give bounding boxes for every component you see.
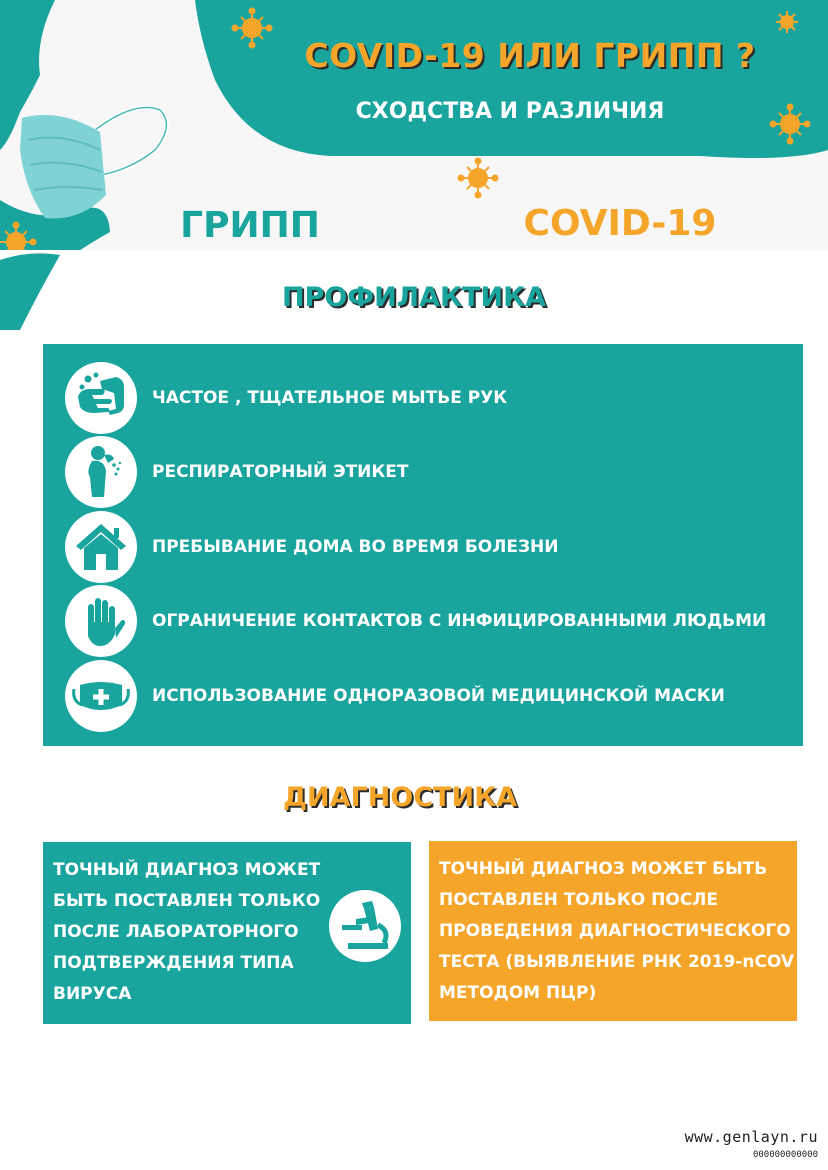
home-icon	[65, 511, 137, 583]
diag-covid-line: ТЕСТА (ВЫЯВЛЕНИЕ РНК 2019-nCOV	[439, 952, 795, 972]
list-item	[65, 585, 766, 657]
diag-flu-line: ТОЧНЫЙ ДИАГНОЗ МОЖЕТ	[53, 860, 321, 880]
list-item	[65, 660, 725, 732]
diag-flu-line: ПОДТВЕРЖДЕНИЯ ТИПА	[53, 953, 294, 973]
prevention-item-label: ПРЕБЫВАНИЕ ДОМА ВО ВРЕМЯ БОЛЕЗНИ	[152, 537, 559, 557]
prevention-item-label: ИСПОЛЬЗОВАНИЕ ОДНОРАЗОВОЙ МЕДИЦИНСКОЙ МАСКИ	[152, 686, 725, 706]
diag-covid-line: ПОСТАВЛЕН ТОЛЬКО ПОСЛЕ	[439, 890, 719, 910]
diagnostics-title: ДИАГНОСТИКА	[282, 782, 518, 813]
footer-site-link[interactable]: www.genlayn.ru	[684, 1128, 818, 1146]
list-item	[65, 436, 409, 508]
list-item	[65, 511, 559, 583]
prevention-item-label: РЕСПИРАТОРНЫЙ ЭТИКЕТ	[152, 462, 409, 482]
footer-code: 000000000000	[752, 1150, 818, 1160]
diag-covid-line: МЕТОДОМ ПЦР)	[439, 983, 597, 1003]
page-subtitle: СХОДСТВА И РАЗЛИЧИЯ	[355, 99, 665, 124]
hand-washing-icon	[65, 362, 137, 434]
stop-hand-icon	[65, 585, 137, 657]
prevention-panel	[43, 344, 803, 746]
medical-mask-icon	[65, 660, 137, 732]
cough-etiquette-icon	[65, 436, 137, 508]
prevention-title: ПРОФИЛАКТИКА	[281, 282, 547, 313]
prevention-item-label: ОГРАНИЧЕНИЕ КОНТАКТОВ С ИНФИЦИРОВАННЫМИ ЛЮДЬМИ	[152, 611, 767, 631]
diag-covid-line: ПРОВЕДЕНИЯ ДИАГНОСТИЧЕСКОГО	[439, 921, 791, 941]
microscope-icon	[329, 890, 401, 962]
prevention-item-label: ЧАСТОЕ , ТЩАТЕЛЬНОЕ МЫТЬЕ РУК	[152, 388, 508, 408]
list-item	[65, 362, 507, 434]
diag-covid-line: ТОЧНЫЙ ДИАГНОЗ МОЖЕТ БЫТЬ	[439, 859, 768, 879]
diag-flu-line: ПОСЛЕ ЛАБОРАТОРНОГО	[53, 922, 299, 942]
column-heading-flu: ГРИПП	[180, 205, 320, 246]
page-title: COVID-19 ИЛИ ГРИПП ?	[304, 36, 756, 75]
diag-flu-line: ВИРУСА	[53, 984, 132, 1004]
diag-flu-line: БЫТЬ ПОСТАВЛЕН ТОЛЬКО	[53, 891, 321, 911]
column-heading-covid: COVID-19	[523, 203, 717, 244]
diagnostics-covid-box	[429, 841, 797, 1021]
